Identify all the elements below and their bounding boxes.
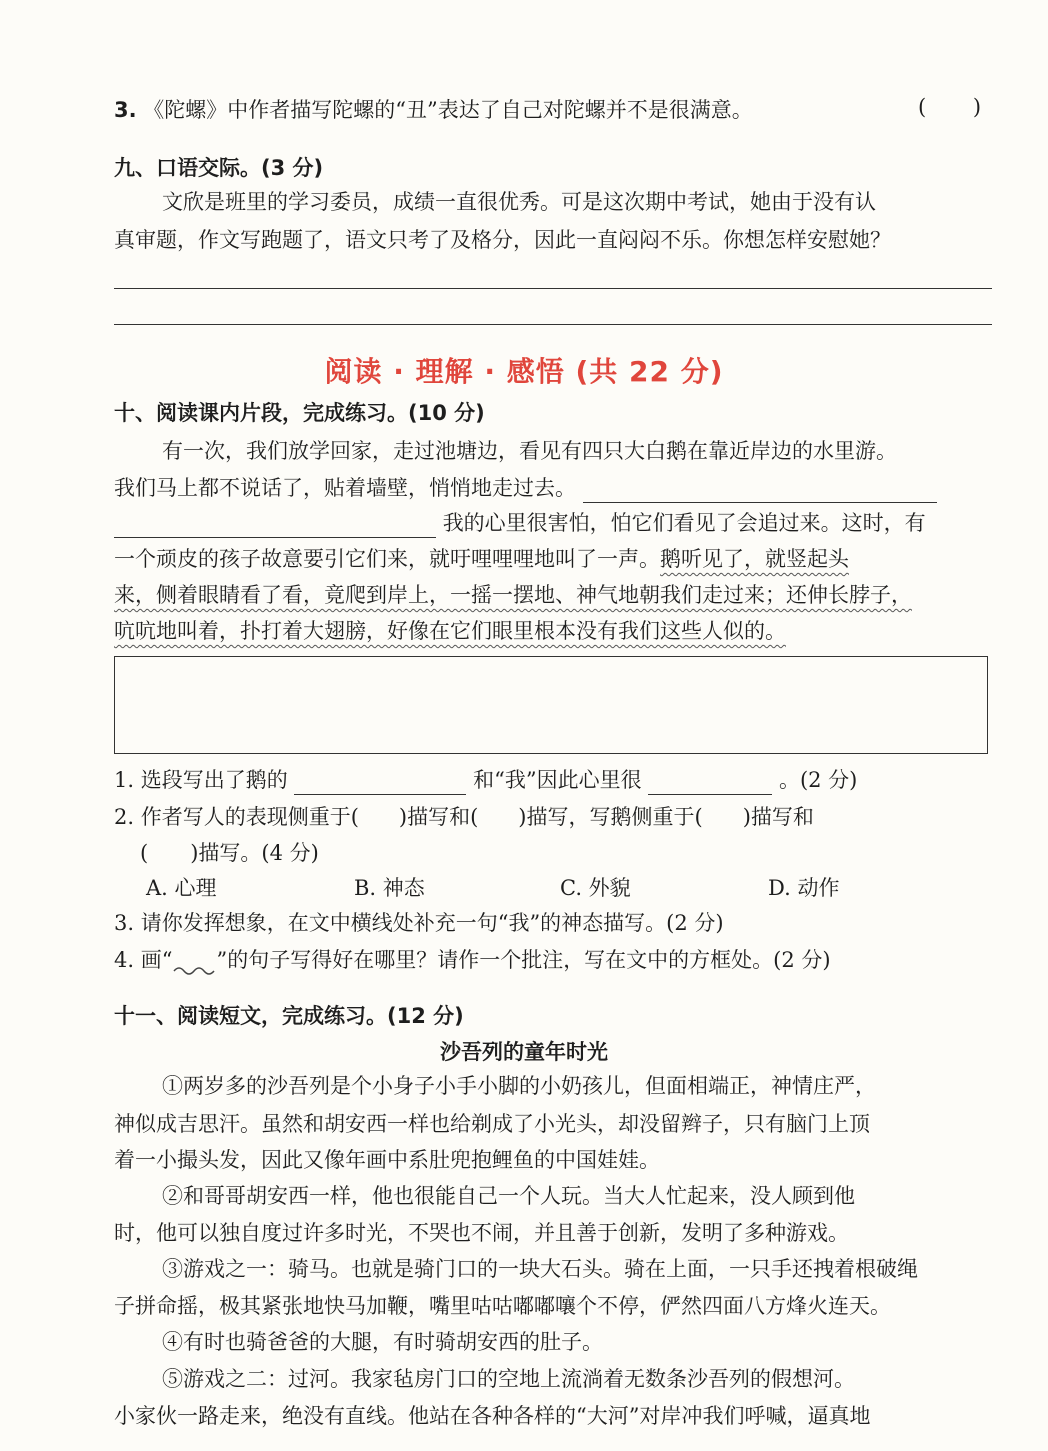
- passage-line: ③游戏之一：骑马。也就是骑门口的一块大石头。骑在上面，一只手还拽着根破绳: [162, 1257, 918, 1281]
- text-segment: )描写。(4 分): [190, 841, 319, 865]
- text-segment: 4. 画“: [114, 948, 173, 972]
- fill-blank-line[interactable]: [294, 772, 466, 795]
- section-9-heading: 九、口语交际。(3 分): [114, 156, 324, 180]
- sec10-question-1: [114, 765, 857, 795]
- annotation-answer-box[interactable]: [114, 656, 988, 754]
- passage-line: 子拼命摇，极其紧张地快马加鞭，嘴里咕咕嘟嘟嚷个不停，俨然四面八方烽火连天。: [114, 1294, 891, 1318]
- text-segment: 我们马上都不说话了，贴着墙壁，悄悄地走过去。: [114, 476, 576, 500]
- answer-line-2[interactable]: [114, 324, 992, 325]
- sec10-question-3: 3. 请你发挥想象，在文中横线处补充一句“我”的神态描写。(2 分): [114, 911, 724, 935]
- sec10-question-2: [114, 802, 814, 832]
- text-segment: (: [140, 841, 149, 865]
- text-segment: )描写和(: [398, 805, 479, 829]
- sec10-para-line-4: [114, 544, 849, 574]
- text-segment: 我的心里很害怕，怕它们看见了会追过来。这时，有: [442, 511, 926, 535]
- text-segment: )描写，写鹅侧重于(: [518, 805, 703, 829]
- section-11-heading: 十一、阅读短文，完成练习。(12 分): [114, 1004, 464, 1028]
- sec10-para-line-5: [114, 580, 912, 610]
- text-segment: 和“我”因此心里很: [473, 768, 642, 792]
- passage-line: ②和哥哥胡安西一样，他也很能自己一个人玩。当大人忙起来，没人顾到他: [162, 1184, 855, 1208]
- choice-b: B. 神态: [354, 876, 425, 900]
- fill-blank-line[interactable]: [583, 480, 937, 503]
- sec10-para-line-1: 有一次，我们放学回家，走过池塘边，看见有四只大白鹅在靠近岸边的水里游。: [162, 439, 897, 463]
- answer-parentheses[interactable]: ( ): [918, 95, 1002, 119]
- passage-line: 神似成吉思汗。虽然和胡安西一样也给剃成了小光头，却没留辫子，只有脑门上顶: [114, 1112, 870, 1136]
- sec10-para-line-2: [114, 473, 937, 503]
- passage-title: 沙吾列的童年时光: [440, 1040, 608, 1064]
- text-segment: )描写和: [742, 805, 814, 829]
- sec10-para-line-3: [114, 508, 926, 538]
- fill-blank-line[interactable]: [114, 515, 436, 538]
- wavy-underlined-text: 来，侧着眼睛看了看，竟爬到岸上，一摇一摆地、神气地朝我们走过来；还伸长脖子，: [114, 583, 912, 607]
- text-segment: 。(2 分): [778, 768, 858, 792]
- sec10-para-line-6: [114, 616, 786, 646]
- fill-blank-line[interactable]: [648, 772, 772, 795]
- question-text: 《陀螺》中作者描写陀螺的“丑”表达了自己对陀螺并不是很满意。: [143, 98, 753, 122]
- section-10-heading: 十、阅读课内片段，完成练习。(10 分): [114, 401, 485, 425]
- sec9-line-2: 真审题，作文写跑题了，语文只考了及格分，因此一直闷闷不乐。你想怎样安慰她？: [114, 228, 891, 252]
- passage-line: ①两岁多的沙吾列是个小身子小手小脚的小奶孩儿，但面相端正，神情庄严，: [162, 1074, 876, 1098]
- text-segment: ”的句子写得好在哪里？请作一个批注，写在文中的方框处。(2 分): [216, 948, 831, 972]
- choice-c: C. 外貌: [560, 876, 631, 900]
- answer-line-1[interactable]: [114, 288, 992, 289]
- sec10-question-2-cont: [140, 838, 319, 868]
- reading-section-banner: 阅读 · 理解 · 感悟 (共 22 分): [324, 355, 724, 388]
- choice-a: A. 心理: [146, 876, 217, 900]
- passage-line: 时，他可以独自度过许多时光，不哭也不闹，并且善于创新，发明了多种游戏。: [114, 1221, 849, 1245]
- sec10-question-4: [114, 945, 831, 975]
- wavy-line-icon: [172, 961, 216, 975]
- choice-d: D. 动作: [768, 876, 840, 900]
- tf-question-3: [114, 95, 753, 125]
- text-segment: 1. 选段写出了鹅的: [114, 768, 288, 792]
- sec9-line-1: 文欣是班里的学习委员，成绩一直很优秀。可是这次期中考试，她由于没有认: [162, 190, 876, 214]
- passage-line: 小家伙一路走来，绝没有直线。他站在各种各样的“大河”对岸冲我们呼喊，逼真地: [114, 1404, 871, 1428]
- passage-line: 着一小撮头发，因此又像年画中系肚兜抱鲤鱼的中国娃娃。: [114, 1148, 660, 1172]
- passage-line: ④有时也骑爸爸的大腿，有时骑胡安西的肚子。: [162, 1330, 603, 1354]
- text-segment: 2. 作者写人的表现侧重于(: [114, 805, 359, 829]
- text-segment: 一个顽皮的孩子故意要引它们来，就吁哩哩哩地叫了一声。: [114, 547, 660, 571]
- passage-line: ⑤游戏之二：过河。我家毡房门口的空地上流淌着无数条沙吾列的假想河。: [162, 1367, 855, 1391]
- wavy-underlined-text: 吭吭地叫着，扑打着大翅膀，好像在它们眼里根本没有我们这些人似的。: [114, 619, 786, 643]
- question-number: 3.: [114, 98, 137, 122]
- wavy-underlined-text: 鹅听见了，就竖起头: [660, 547, 849, 571]
